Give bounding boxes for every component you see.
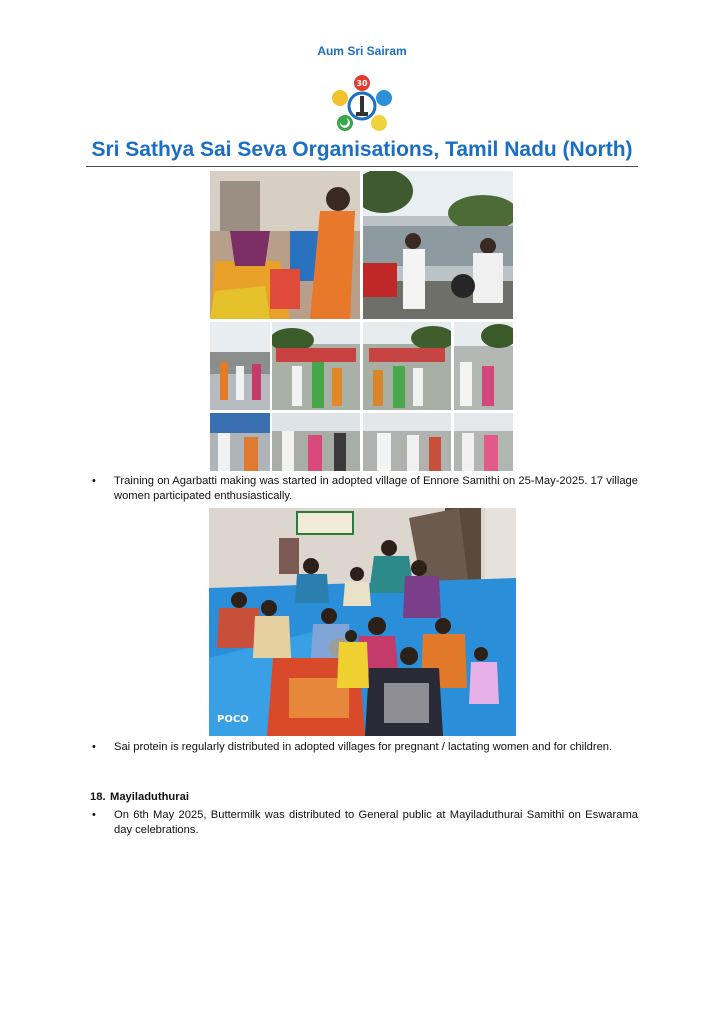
section-title: Mayiladuthurai: [110, 791, 189, 803]
photo-watermark: POCO: [217, 714, 249, 725]
bullet-text: Training on Agarbatti making was started in adopted village of Ennore Samithi on 25-May-2025. 17 village women participated enthusiastically.: [114, 475, 638, 502]
bullet-sai-protein: [92, 740, 638, 755]
agarbatti-photo-women-cooking: [210, 171, 360, 319]
agarbatti-photo-row2-2: [272, 322, 360, 410]
bullet-agarbatti-training: [92, 474, 638, 504]
organisation-title: Sri Sathya Sai Seva Organisations, Tamil Nadu (North): [91, 138, 633, 161]
section-number: 18.: [90, 791, 106, 803]
agarbatti-photo-row3-1: [210, 413, 270, 471]
agarbatti-photo-row3-2: [272, 413, 360, 471]
bullet-buttermilk: [92, 808, 638, 838]
agarbatti-photo-street-distribution: [363, 171, 513, 319]
bullet-dot: •: [92, 475, 96, 487]
title-divider: [86, 166, 638, 167]
bullet-text: On 6th May 2025, Buttermilk was distributed to General public at Mayiladuthurai Samithi on Eswarama day celebrations.: [114, 809, 638, 836]
organisation-logo: [328, 74, 396, 136]
agarbatti-training-group-photo: [209, 508, 516, 736]
agarbatti-photo-row3-3: [363, 413, 451, 471]
bullet-dot: •: [92, 809, 96, 821]
agarbatti-photo-row2-1: [210, 322, 270, 410]
greeting-heading: Aum Sri Sairam: [317, 44, 407, 58]
section-heading-mayiladuthurai: [90, 791, 189, 803]
svg-text:30: 30: [356, 79, 368, 88]
bullet-text: Sai protein is regularly distributed in adopted villages for pregnant / lactating women and for children.: [114, 741, 613, 753]
agarbatti-photo-row2-4: [454, 322, 513, 410]
agarbatti-photo-row3-4: [454, 413, 513, 471]
bullet-dot: •: [92, 741, 96, 753]
agarbatti-photo-row2-3: [363, 322, 451, 410]
